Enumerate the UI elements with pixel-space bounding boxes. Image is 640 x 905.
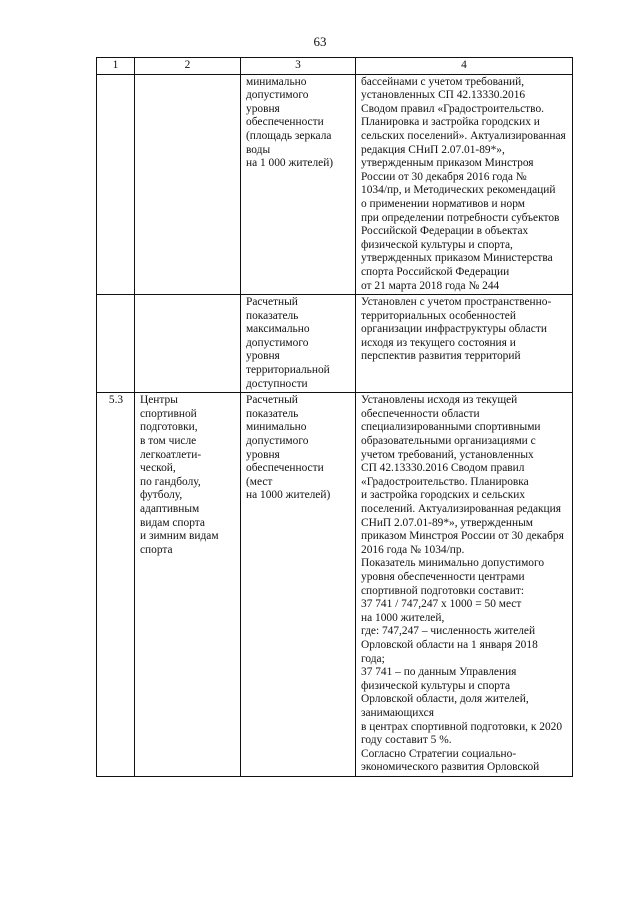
text-line: Установлен с учетом пространственно- (361, 296, 552, 309)
text-line: спортивной подготовки составит: (361, 584, 525, 597)
table-body (97, 74, 573, 776)
text-line: году составит 5 %. (361, 734, 452, 747)
text-line: 2016 года № 1034/пр. (361, 543, 465, 556)
cell-indicator-type (241, 393, 356, 777)
text-line: утвержденным приказом Минстроя (361, 157, 534, 170)
text-line: физической культуры и спорта, (361, 238, 513, 251)
text-line: приказом Минстроя России от 30 декабря (361, 530, 564, 543)
text-line: максимально (246, 323, 310, 336)
text-line: территориальной (246, 364, 330, 377)
text-line: показатель (246, 309, 299, 322)
text-line: спорта Российской Федерации (361, 265, 510, 278)
text-line: футболу, (140, 489, 183, 502)
text-line: бассейнами с учетом требований, (361, 75, 525, 88)
text-line: показатель (246, 407, 299, 420)
text-line: Показатель минимально допустимого (361, 557, 545, 570)
page-number: 63 (313, 34, 327, 49)
text-line: уровня (246, 102, 280, 115)
text-line: территориальных особенностей (361, 309, 516, 322)
cell-indicator-type (241, 295, 356, 393)
column-header-2: 2 (135, 58, 241, 75)
text-line: Российской Федерации в объектах (361, 225, 529, 238)
text-line: СП 42.13330.2016 Сводом правил (361, 462, 525, 475)
text-line: видам спорта (140, 516, 205, 529)
text-line: минимально (246, 75, 307, 88)
text-line: года; (361, 652, 385, 665)
cell-object-type (135, 393, 241, 777)
text-line: на 1000 жителей, (361, 611, 445, 624)
text-line: допустимого (246, 336, 309, 349)
cell-justification (356, 74, 573, 295)
table-row (97, 295, 573, 393)
text-line: Планировка и застройка городских и (361, 116, 540, 129)
text-line: уровня (246, 350, 280, 363)
cell-justification (356, 393, 573, 777)
column-header-1: 1 (97, 58, 135, 75)
cell-number (97, 295, 135, 393)
text-line: установленных СП 42.13330.2016 (361, 89, 526, 102)
table-row (97, 393, 573, 777)
scan-artifact (288, 2, 378, 7)
text-line: где: 747,247 – численность жителей (361, 625, 536, 638)
text-line: Орловской области на 1 января 2018 (361, 638, 538, 651)
text-line: адаптивным (140, 503, 200, 515)
text-line: доступности (246, 377, 308, 390)
text-line: обеспеченности области (361, 407, 480, 420)
text-line: СНиП 2.07.01-89*», утвержденным (361, 516, 533, 529)
text-line: ческой, (140, 462, 176, 475)
text-line: на 1 000 жителей) (246, 157, 334, 170)
text-line: специализированными спортивными (361, 421, 541, 434)
text-line: обеспеченности (246, 462, 324, 475)
text-line: Расчетный (246, 296, 298, 309)
table-header-row (97, 58, 573, 75)
norms-table (96, 57, 573, 777)
text-line: Расчетный (246, 394, 298, 407)
text-line: Центры (140, 394, 178, 407)
text-line: и зимним видам (140, 530, 219, 543)
text-line: о применении нормативов и норм (361, 197, 525, 210)
text-line: обеспеченности (246, 116, 324, 129)
text-line: на 1000 жителей) (246, 489, 331, 502)
column-header-3: 3 (241, 58, 356, 75)
text-line: редакция СНиП 2.07.01-89*», (361, 143, 505, 156)
text-line: России от 30 декабря 2016 года № (361, 170, 527, 183)
text-line: (мест (246, 475, 273, 488)
text-line: спортивной (140, 407, 197, 420)
text-line: перспектив развития территорий (361, 350, 521, 363)
cell-object-type (135, 295, 241, 393)
text-line: минимально (246, 421, 307, 434)
text-line: Установлены исходя из текущей (361, 394, 518, 407)
text-line: 37 741 – по данным Управления (361, 666, 517, 679)
text-line: Согласно Стратегии социально- (361, 747, 517, 760)
text-line: при определении потребности субъектов (361, 211, 560, 224)
cell-number: 5.3 (97, 393, 135, 777)
text-line: организации инфраструктуры области (361, 323, 547, 336)
table-row (97, 74, 573, 295)
text-line: учетом требований, установленных (361, 448, 534, 461)
text-line: образовательными организациями с (361, 435, 536, 448)
cell-justification (356, 295, 573, 393)
text-line: сельских поселений». Актуализированная (361, 129, 566, 142)
text-line: от 21 марта 2018 года № 244 (361, 279, 500, 292)
cell-indicator-type (241, 74, 356, 295)
text-line: Орловской области, доля жителей, (361, 693, 529, 706)
text-line: воды (246, 143, 271, 156)
text-line: легкоатлети- (140, 448, 202, 461)
column-header-4: 4 (356, 58, 573, 75)
text-line: в центрах спортивной подготовки, к 2020 (361, 720, 563, 733)
text-line: и застройка городских и сельских (361, 489, 526, 502)
text-line: (площадь зеркала (246, 129, 332, 142)
text-line: спорта (140, 543, 173, 556)
cell-number (97, 74, 135, 295)
text-line: экономического развития Орловской (361, 761, 540, 774)
text-line: в том числе (140, 435, 197, 448)
text-line: утвержденных приказом Министерства (361, 252, 553, 265)
text-line: 37 741 / 747,247 х 1000 = 50 мест (361, 598, 522, 611)
text-line: по гандболу, (140, 475, 201, 488)
text-line: поселений. Актуализированная редакция (361, 503, 561, 515)
text-line: 1034/пр, и Методических рекомендаций (361, 184, 556, 197)
text-line: Сводом правил «Градостроительство. (361, 102, 544, 115)
text-line: допустимого (246, 89, 309, 102)
text-line: уровня (246, 448, 280, 461)
text-line: подготовки, (140, 421, 198, 434)
text-line: допустимого (246, 435, 309, 448)
text-line: «Градостроительство. Планировка (361, 475, 529, 488)
text-line: физической культуры и спорта (361, 679, 511, 692)
text-line: исходя из текущего состояния и (361, 336, 516, 349)
text-line: занимающихся (361, 706, 434, 719)
cell-object-type (135, 74, 241, 295)
text-line: уровня обеспеченности центрами (361, 570, 525, 583)
